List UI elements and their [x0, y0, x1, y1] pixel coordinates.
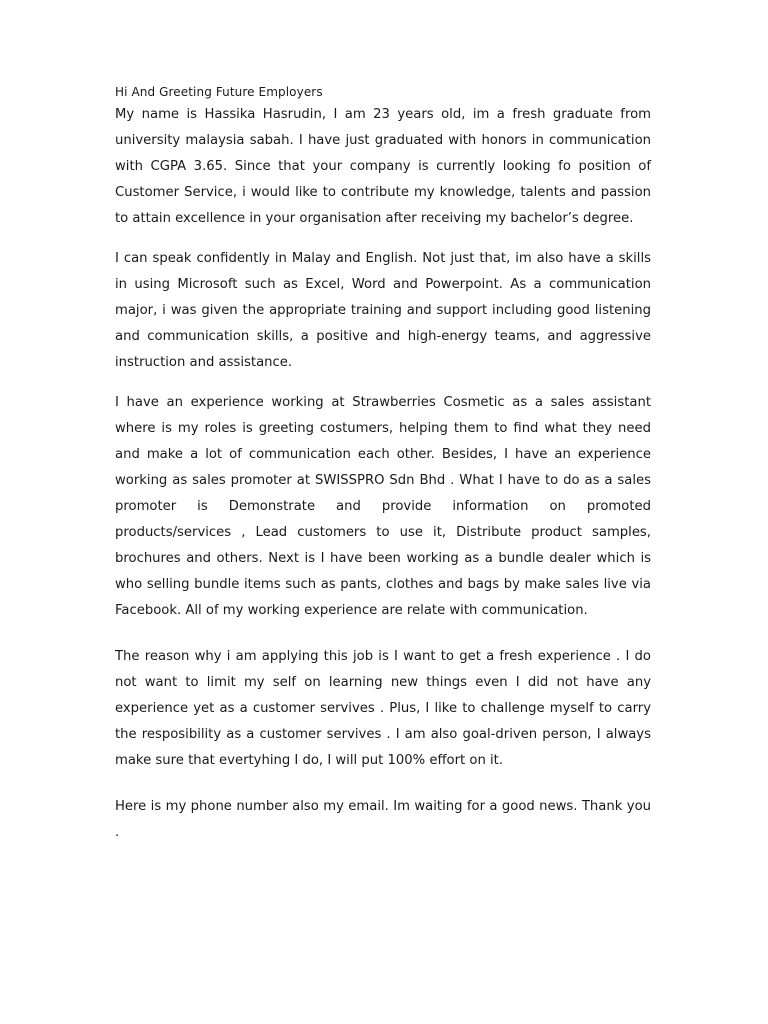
letter-body	[115, 84, 651, 846]
paragraph-experience: I have an experience working at Strawberries Cosmetic as a sales assistant where is my roles is greeting costumers, helping them to find what they need and make a lot of communication each other. Besides, I have an experience working as sales promoter at SWISSPRO Sdn Bhd . What I have to do as a sales promoter is Demonstrate and provide information on promoted products/services , Lead customers to use it, Distribute product samples, brochures and others. Next is I have been working as a bundle dealer which is who selling bundle items such as pants, clothes and bags by make sales live via Facebook. All of my working experience are relate with communication.	[115, 395, 651, 618]
letter-heading: Hi And Greeting Future Employers	[115, 85, 323, 99]
paragraph-introduction: My name is Hassika Hasrudin, I am 23 years old, im a fresh graduate from university malaysia sabah. I have just graduated with honors in communication with CGPA 3.65. Since that your company is currently looking fo position of Customer Service, i would like to contribute my knowledge, talents and passion to attain excellence in your organisation after receiving my bachelor’s degree.	[115, 107, 651, 226]
paragraph-motivation: The reason why i am applying this job is I want to get a fresh experience . I do not want to limit my self on learning new things even I did not have any experience yet as a customer servives . Plus, I like to challenge myself to carry the resposibility as a customer servives . I am also goal-driven person, I always make sure that evertyhing I do, I will put 100% effort on it.	[115, 649, 651, 768]
paragraph-closing: Here is my phone number also my email. Im waiting for a good news. Thank you .	[115, 799, 651, 840]
paragraph-skills: I can speak confidently in Malay and English. Not just that, im also have a skills in using Microsoft such as Excel, Word and Powerpoint. As a communication major, i was given the appropriate training and support including good listening and communication skills, a positive and high-energy teams, and aggressive instruction and assistance.	[115, 251, 651, 370]
